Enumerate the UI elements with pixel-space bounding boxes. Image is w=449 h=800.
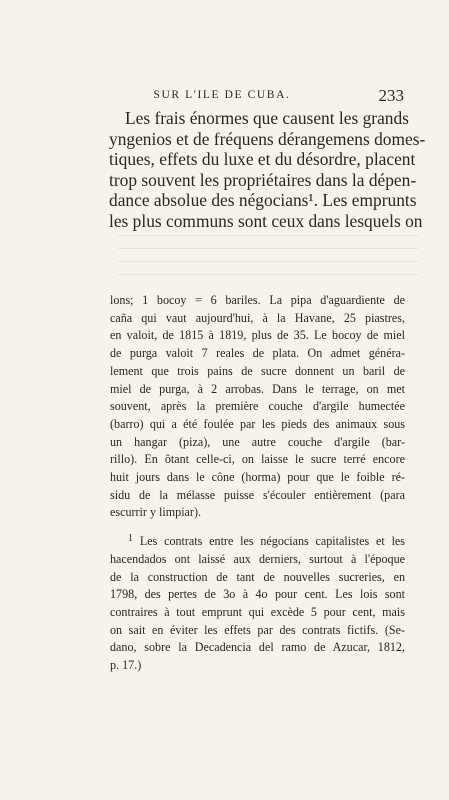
main-text bbox=[109, 108, 426, 231]
footnote-1-line: on sait en éviter les effets par des contrats fictifs. (Se- bbox=[110, 622, 405, 637]
bleed-through-texture bbox=[118, 235, 418, 275]
footnote-cont-line: sidu de la mélasse puisse s'écouler entièrement (para bbox=[110, 487, 405, 502]
body-line-3: tiques, effets du luxe et du désordre, placent bbox=[109, 149, 416, 169]
footnote-cont-line: de purga valoit 7 reales de plata. On admet généra- bbox=[110, 346, 405, 361]
running-title: SUR L'ILE DE CUBA. bbox=[153, 89, 291, 101]
running-head bbox=[108, 86, 404, 106]
page-number: 233 bbox=[378, 86, 404, 105]
footnote-cont-line: escurrir y limpiar). bbox=[110, 505, 202, 520]
footnotes bbox=[110, 292, 405, 675]
footnote-1-line: p. 17.) bbox=[110, 658, 142, 673]
footnote-cont-line: lement que trois pains de sucre donnent un baril de bbox=[110, 363, 405, 378]
footnote-cont-line: un hangar (piza), une autre couche d'argile (bar- bbox=[110, 434, 405, 449]
body-line-2: yngenios et de fréquens dérangemens domes- bbox=[109, 128, 426, 149]
footnote-1-line: dano, sobre la Decadencia del ramo de Azucar, 1812, bbox=[110, 640, 405, 655]
footnote-cont-line: lons; 1 bocoy = 6 bariles. La pipa d'aguardiente de bbox=[110, 293, 405, 307]
footnote-1-first-line bbox=[110, 530, 405, 551]
footnote-marker: 1 bbox=[128, 533, 133, 545]
footnote-1-line: hacendados ont laissé aux derniers, surtout à l'époque bbox=[110, 551, 405, 566]
body-line-1: Les frais énormes que causent les grands bbox=[125, 108, 409, 128]
footnote-cont-line: (barro) qui a été foulée par les pieds des animaux sous bbox=[110, 416, 405, 431]
body-line-6: les plus communs sont ceux dans lesquels on bbox=[109, 210, 423, 231]
footnote-1-line: 1798, des pertes de 3o à 4o pour cent. Les lois sont bbox=[110, 587, 405, 602]
footnote-cont-line: souvent, après la première couche d'argile humectée bbox=[110, 399, 405, 414]
footnote-cont-line: rillo). En ôtant celle-ci, on laisse le sucre terré encore bbox=[110, 452, 405, 467]
footnote-1-line: de la construction de tant de nouvelles sucreries, en bbox=[110, 569, 405, 584]
footnote-cont-line: caña qui vaut aujourd'hui, à la Havane, 25 piastres, bbox=[110, 310, 405, 325]
footnote-gap bbox=[110, 522, 405, 530]
body-line-5: dance absolue des négocians¹. Les emprunts bbox=[109, 190, 417, 210]
footnote-cont-line: huit jours dans le cône (horma) pour que le foible ré- bbox=[110, 470, 405, 485]
body-line-4: trop souvent les propriétaires dans la dépen- bbox=[109, 169, 417, 190]
footnote-cont-line: en valoit, de 1815 à 1819, plus de 35. Le bocoy de miel bbox=[110, 328, 405, 343]
footnote-cont-line: miel de purga, à 2 arrobas. Dans le terrage, on met bbox=[110, 381, 405, 396]
footnote-1-line: contraires à tout emprunt qui excède 5 pour cent, mais bbox=[110, 604, 405, 619]
footnote-1-line: Les contrats entre les négocians capitalistes et les bbox=[139, 534, 406, 549]
